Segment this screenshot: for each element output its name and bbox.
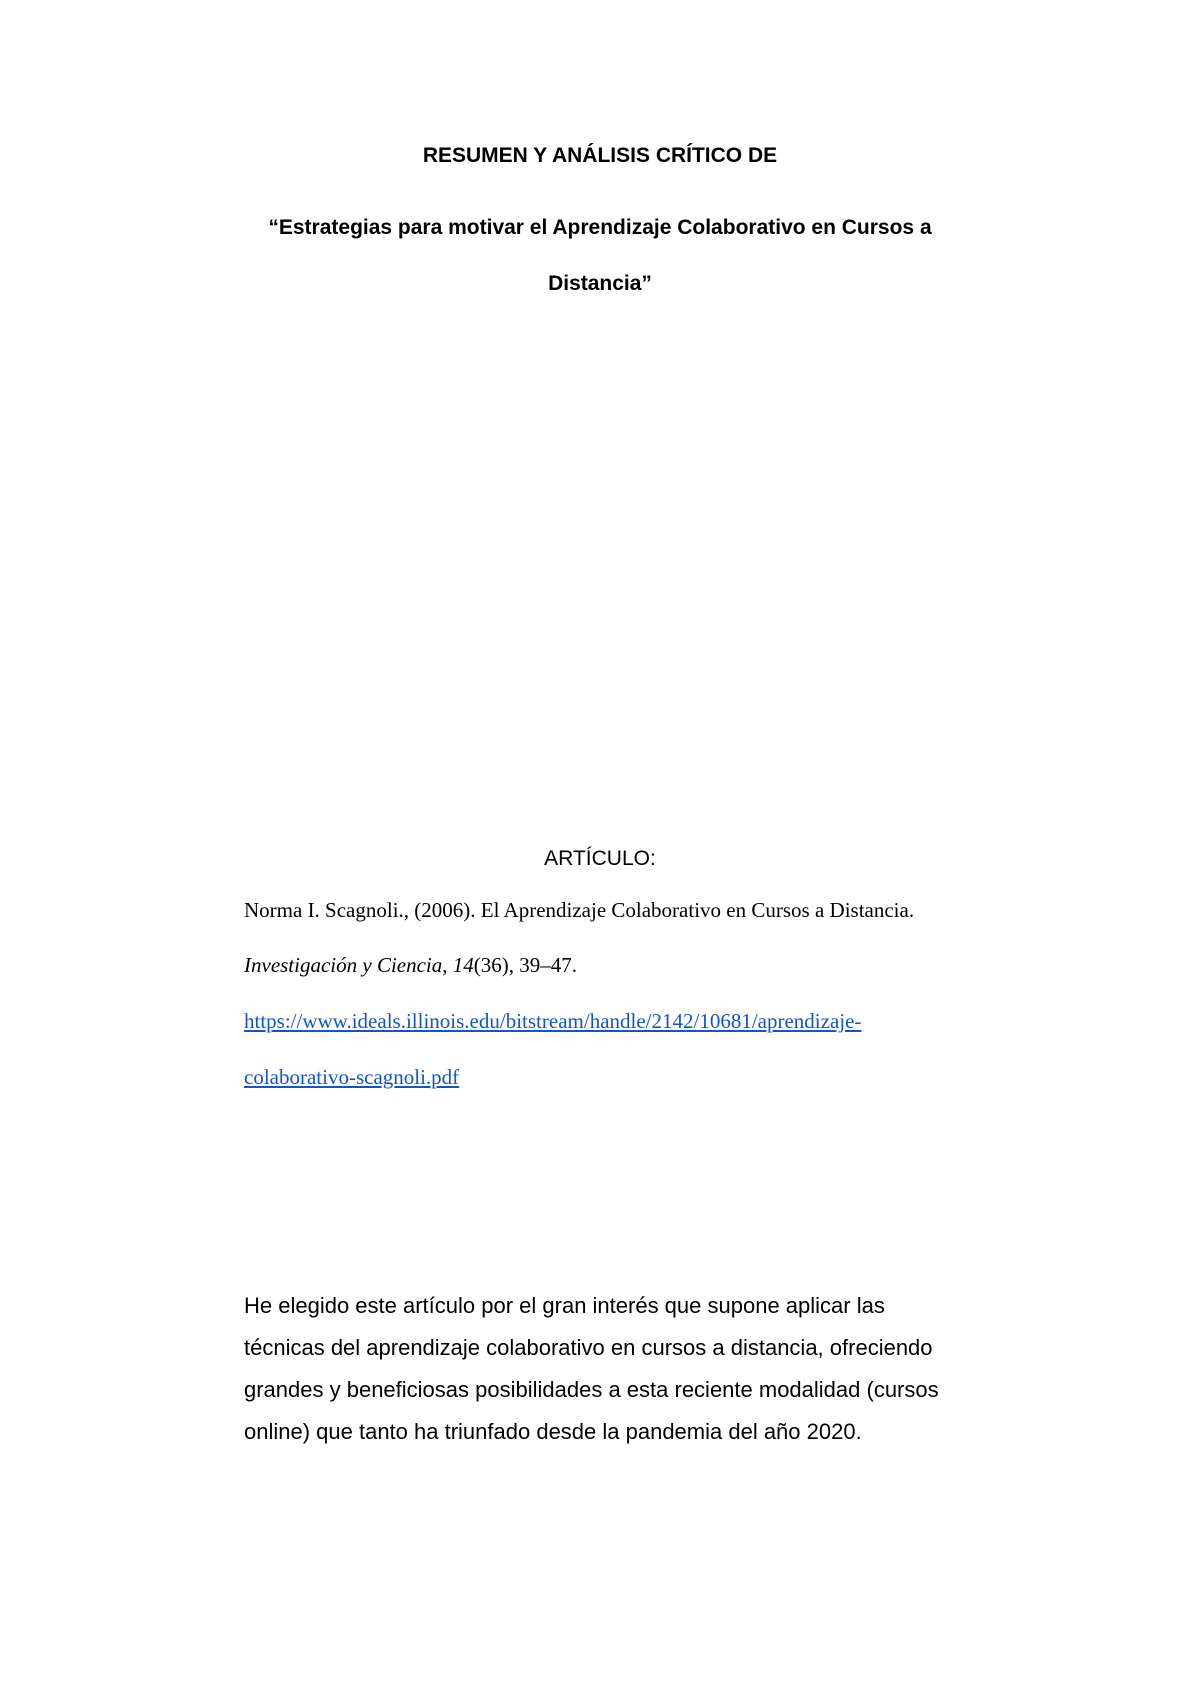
journal-name: Investigación y Ciencia <box>244 953 443 977</box>
article-title-line-2: Distancia” <box>548 272 652 295</box>
citation-url-line-1 <box>244 1009 861 1034</box>
citation-url-line-2 <box>244 1065 459 1090</box>
journal-separator: , <box>442 953 453 977</box>
paragraph-line: He elegido este artículo por el gran interés que supone aplicar las <box>244 1293 885 1318</box>
article-label: ARTÍCULO: <box>544 847 656 870</box>
intro-paragraph <box>244 1285 1024 1453</box>
paragraph-line: grandes y beneficiosas posibilidades a esta reciente modalidad (cursos <box>244 1377 939 1402</box>
article-link-continued[interactable]: colaborativo-scagnoli.pdf <box>244 1065 460 1089</box>
article-title-line-1: “Estrategias para motivar el Aprendizaje Colaborativo en Cursos a <box>268 216 932 239</box>
journal-issue-pages: (36), 39–47. <box>473 953 578 977</box>
paragraph-line: online) que tanto ha triunfado desde la pandemia del año 2020. <box>244 1419 862 1444</box>
paragraph-line: técnicas del aprendizaje colaborativo en cursos a distancia, ofreciendo <box>244 1335 933 1360</box>
document-title: RESUMEN Y ANÁLISIS CRÍTICO DE <box>422 144 778 167</box>
citation-journal-line <box>244 953 577 978</box>
journal-volume: 14 <box>452 953 474 977</box>
article-link[interactable]: https://www.ideals.illinois.edu/bitstream/handle/2142/10681/aprendizaje- <box>244 1009 862 1033</box>
citation-line: Norma I. Scagnoli., (2006). El Aprendizaje Colaborativo en Cursos a Distancia. <box>244 898 915 922</box>
